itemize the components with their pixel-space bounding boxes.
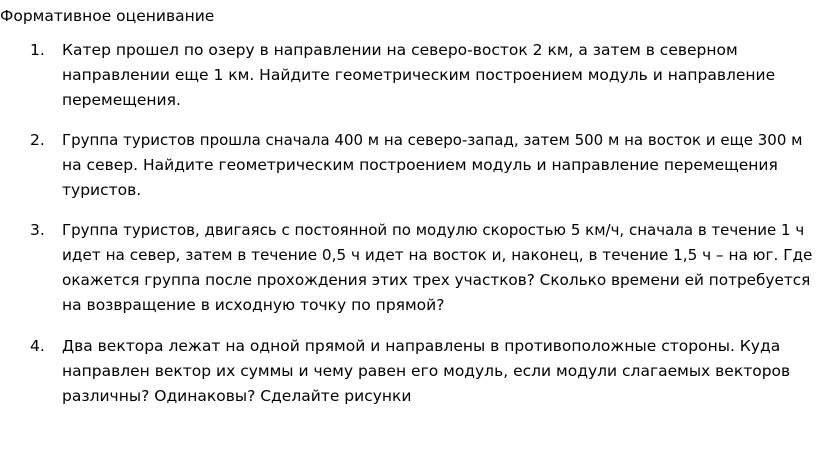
task-line: Два вектора лежат на одной прямой и направлены в противоположные стороны. Куда bbox=[62, 337, 781, 355]
task-number: 1. bbox=[30, 41, 45, 59]
task-line: направлен вектор их суммы и чему равен его модуль, если модули слагаемых векторов bbox=[62, 362, 791, 380]
task-line: Группа туристов, двигаясь с постоянной по модулю скоростью 5 км/ч, сначала в течение 1 ч bbox=[62, 221, 805, 239]
task-line: на возвращение в исходную точку по прямой? bbox=[62, 296, 445, 314]
task-line: Катер прошел по озеру в направлении на северо-восток 2 км, а затем в северном bbox=[62, 41, 738, 59]
task-line: перемещения. bbox=[62, 91, 181, 109]
task-number: 3. bbox=[30, 221, 45, 239]
task-line: направлении еще 1 км. Найдите геометрическим построением модуль и направление bbox=[62, 66, 776, 84]
task-line: окажется группа после прохождения этих трех участков? Сколько времени ей потребуется bbox=[62, 271, 811, 289]
task-line: Группа туристов прошла сначала 400 м на северо-запад, затем 500 м на восток и еще 300 м bbox=[62, 131, 803, 149]
task-line: различны? Одинаковы? Сделайте рисунки bbox=[62, 387, 412, 405]
task-line: идет на север, затем в течение 0,5 ч идет на восток и, наконец, в течение 1,5 ч – на юг. Где bbox=[62, 246, 813, 264]
document-title: Формативное оценивание bbox=[0, 7, 215, 25]
task-number: 2. bbox=[30, 131, 45, 149]
task-line: туристов. bbox=[62, 181, 142, 199]
task-line: на север. Найдите геометрическим построением модуль и направление перемещения bbox=[62, 156, 778, 174]
task-number: 4. bbox=[30, 337, 45, 355]
